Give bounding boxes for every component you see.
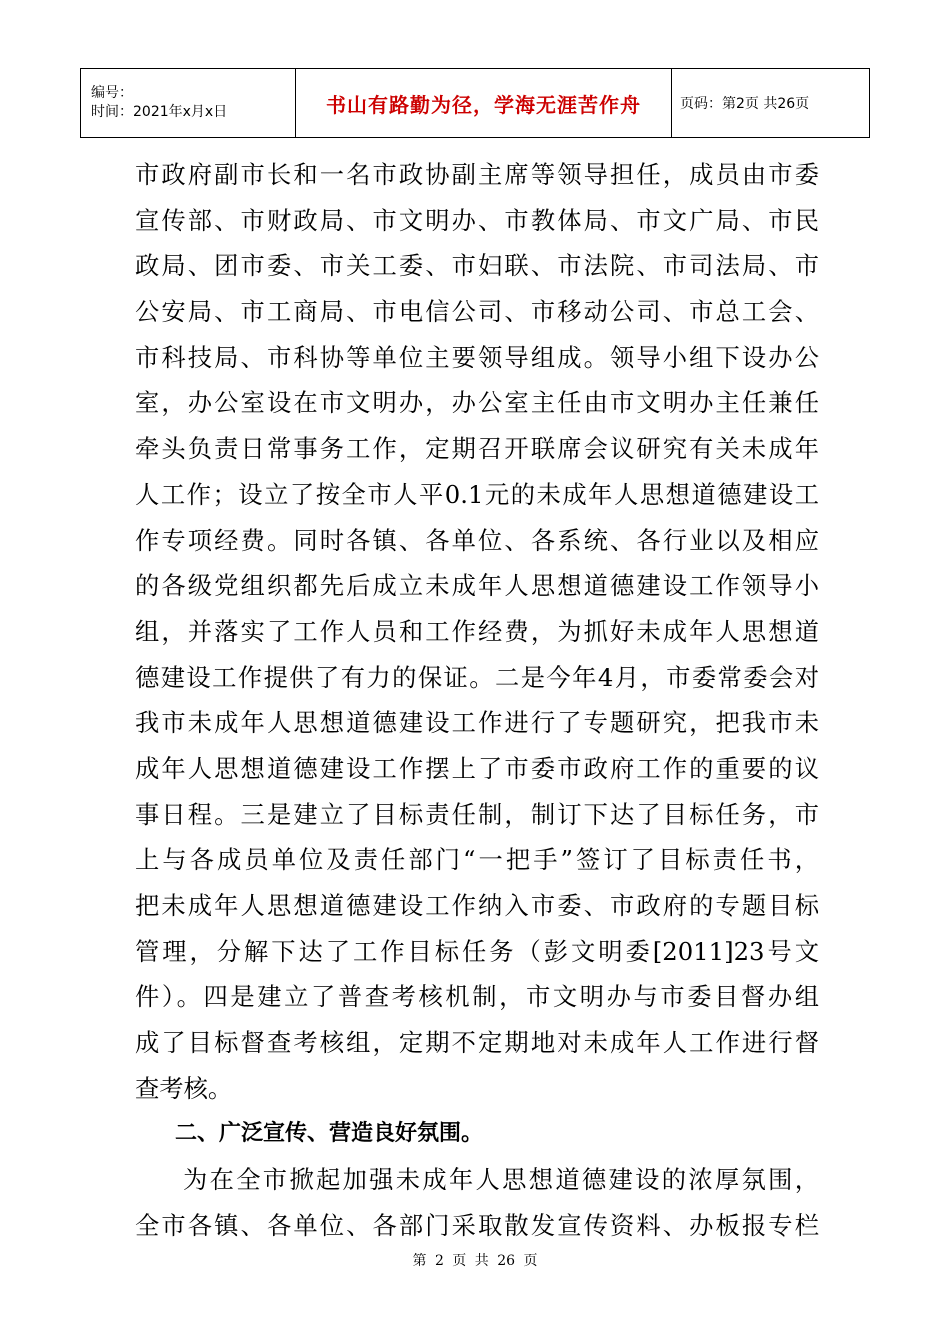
text-line: 把未成年人思想道德建设工作纳入市委、市政府的专题目标 xyxy=(135,891,819,920)
text-line: 市科技局、市科协等单位主要领导组成。领导小组下设办公 xyxy=(135,342,819,372)
text-line: 全市各镇、各单位、各部门采取散发宣传资料、办板报专栏 xyxy=(135,1210,819,1240)
text-line: 政局、团市委、市关工委、市妇联、市法院、市司法局、市 xyxy=(135,251,819,281)
text-line: 成年人思想道德建设工作摆上了市委市政府工作的重要的议 xyxy=(135,753,819,783)
text-line: 的各级党组织都先后成立未成年人思想道德建设工作领导小 xyxy=(135,571,819,601)
text-line: 市政府副市长和一名市政协副主席等领导担任，成员由市委 xyxy=(135,160,819,189)
text-line: 室，办公室设在市文明办，办公室主任由市文明办主任兼任 xyxy=(135,388,819,418)
text-line: 人工作；设立了按全市人平0.1元的未成年人思想道德建设工 xyxy=(135,479,819,509)
text-line: 宣传部、市财政局、市文明办、市教体局、市文广局、市民 xyxy=(135,205,819,235)
text-line: 事日程。三是建立了目标责任制，制订下达了目标任务，市 xyxy=(135,799,819,829)
text-line: 我市未成年人思想道德建设工作进行了专题研究，把我市未 xyxy=(135,708,819,738)
header-meta xyxy=(81,69,296,138)
paragraph-2 xyxy=(135,1157,819,1248)
text-line: 德建设工作提供了有力的保证。二是今年4月，市委常委会对 xyxy=(135,662,819,692)
text-line: 作专项经费。同时各镇、各单位、各系统、各行业以及相应 xyxy=(135,525,819,555)
text-line: 上与各成员单位及责任部门“一把手”签订了目标责任书， xyxy=(135,845,819,875)
header-motto-cell xyxy=(296,69,672,138)
doc-number-label: 编号： xyxy=(91,85,133,101)
motto: 书山有路勤为径，学海无涯苦作舟 xyxy=(326,92,641,117)
text-line: 成了目标督查考核组，定期不定期地对未成年人工作进行督 xyxy=(135,1028,819,1058)
page-footer: 第 2 页 共 26 页 xyxy=(412,1253,538,1269)
text-line: 公安局、市工商局、市电信公司、市移动公司、市总工会、 xyxy=(135,297,819,327)
text-line: 件）。四是建立了普查考核机制，市文明办与市委目督办组 xyxy=(135,982,819,1012)
text-line: 组，并落实了工作人员和工作经费，为抓好未成年人思想道 xyxy=(135,616,819,646)
section-heading: 二、广泛宣传、营造良好氛围。 xyxy=(175,1121,484,1147)
document-header xyxy=(80,68,870,138)
header-page-code: 页码：第2页 共26页 xyxy=(672,69,870,138)
text-line: 管理，分解下达了工作目标任务（彭文明委[2011]23号文 xyxy=(135,936,819,966)
document-body xyxy=(135,152,819,1249)
text-line: 查考核。 xyxy=(135,1073,233,1103)
text-line: 为在全市掀起加强未成年人思想道德建设的浓厚氛围， xyxy=(183,1165,819,1195)
date-label: 时间：2021年x月x日 xyxy=(91,104,228,120)
text-line: 牵头负责日常事务工作，定期召开联席会议研究有关未成年 xyxy=(135,434,819,464)
paragraph-1 xyxy=(135,152,819,1111)
